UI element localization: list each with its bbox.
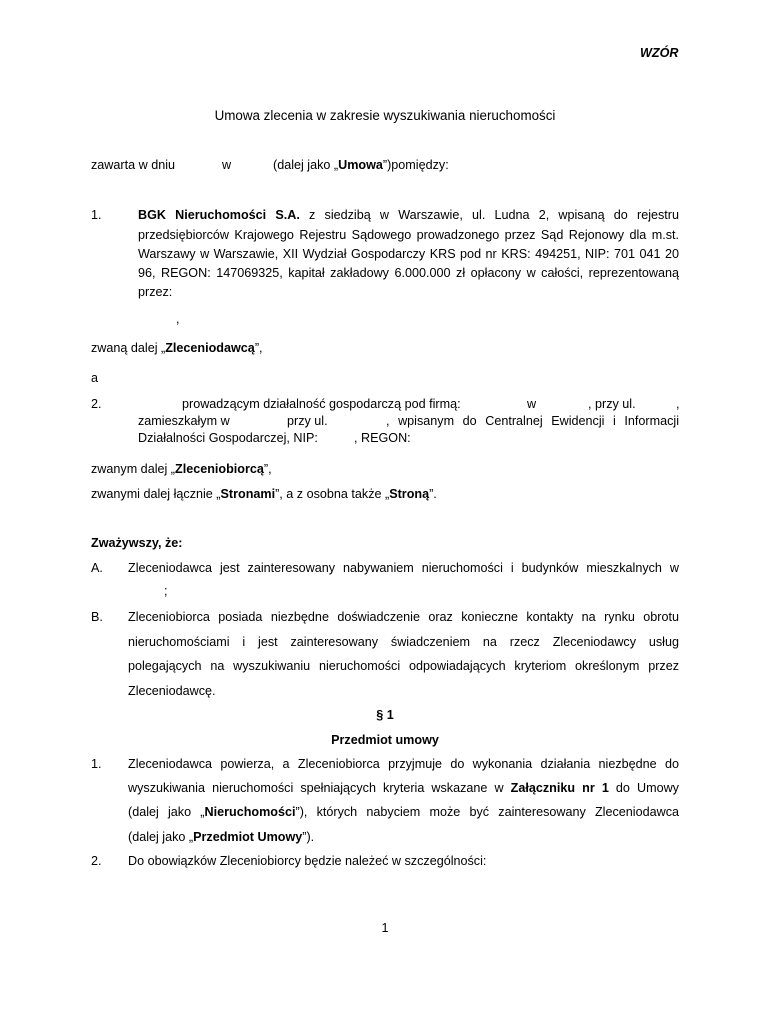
recital-b-line4: Zleceniodawcę. xyxy=(128,684,216,698)
party2-line3-b: , REGON: xyxy=(354,431,411,445)
recitals-heading: Zważywszy, że: xyxy=(91,536,183,550)
document-marker: WZÓR xyxy=(640,46,679,60)
recital-b-letter: B. xyxy=(91,610,103,624)
recital-b-line1: Zleceniobiorca posiada niezbędne doświadczenie oraz konieczne kontakty na rynku obrotu xyxy=(128,610,679,624)
party2-line2-a: zamieszkałym w xyxy=(138,414,230,428)
clause1-line2: wyszukiwania nieruchomości spełniających kryteria wskazane w Załączniku nr 1 do Umowy xyxy=(128,781,679,795)
party1-line2: przedsiębiorców Krajowego Rejestru Sądowego prowadzonego przez Sąd Rejonowy dla m.st. xyxy=(138,228,679,242)
party2-line1-c: , przy ul. xyxy=(588,397,636,411)
recital-a-letter: A. xyxy=(91,561,103,575)
party2-line1-d: , xyxy=(676,397,680,411)
intro-place-label: w xyxy=(222,158,232,172)
page-number: 1 xyxy=(381,921,389,935)
party2-line1-b: w xyxy=(527,397,537,411)
party1-line5: przez: xyxy=(138,285,173,299)
clause1-line1: Zleceniodawca powierza, a Zleceniobiorca przyjmuje do wykonania działania niezbędne do xyxy=(128,757,679,771)
clause1-line3: (dalej jako „Nieruchomości”), których nabyciem może być zainteresowany Zleceniodawca xyxy=(128,805,679,819)
conjunction-a: a xyxy=(91,371,99,385)
recital-b-line2: nieruchomościami i jest zainteresowany świadczeniem na rzecz Zleceniodawcy usług xyxy=(128,635,679,649)
party1-defined-as: zwaną dalej „Zleceniodawcą”, xyxy=(91,341,263,355)
parties-defined-as: zwanymi dalej łącznie „Stronami”, a z osobna także „Stroną”. xyxy=(91,487,437,501)
clause2-number: 2. xyxy=(91,854,102,868)
intro-date-label: zawarta w dniu xyxy=(91,158,175,172)
document-title: Umowa zlecenia w zakresie wyszukiwania nieruchomości xyxy=(214,108,556,123)
party2-line2-b: przy ul. xyxy=(287,414,328,428)
section-heading: Przedmiot umowy xyxy=(331,733,439,747)
clause2-line1: Do obowiązków Zleceniobiorcy będzie należeć w szczególności: xyxy=(128,854,487,868)
recital-b-line3: polegających na wyszukiwaniu nieruchomości odpowiadających kryteriom określonym przez xyxy=(128,659,679,673)
party2-line2-c: , wpisanym do Centralnej Ewidencji i Informacji xyxy=(386,414,679,428)
party1-number: 1. xyxy=(91,208,102,222)
clause1-number: 1. xyxy=(91,757,102,771)
recital-a-line1: Zleceniodawca jest zainteresowany nabywaniem nieruchomości i budynków mieszkalnych w xyxy=(128,561,679,575)
party2-number: 2. xyxy=(91,397,102,411)
party1-line4: 96, REGON: 147069325, kapitał zakładowy 6.000.000 zł opłacony w całości, reprezentowaną xyxy=(138,266,679,280)
intro-definition: (dalej jako „Umowa”)pomiędzy: xyxy=(273,158,449,172)
recital-a-line2: ; xyxy=(164,584,168,598)
party2-line1-a: prowadzącym działalność gospodarczą pod firmą: xyxy=(182,397,461,411)
party2-defined-as: zwanym dalej „Zleceniobiorcą”, xyxy=(91,462,272,476)
party2-line3-a: Działalności Gospodarczej, NIP: xyxy=(138,431,318,445)
clause1-line4: (dalej jako „Przedmiot Umowy”). xyxy=(128,830,315,844)
party1-representative-comma: , xyxy=(176,312,180,326)
party1-line1: BGK Nieruchomości S.A. z siedzibą w Warszawie, ul. Ludna 2, wpisaną do rejestru xyxy=(138,208,679,222)
party1-line3: Warszawy w Warszawie, XII Wydział Gospodarczy KRS pod nr KRS: 494251, NIP: 701 041 20 xyxy=(138,247,679,261)
section-number: § 1 xyxy=(376,708,394,722)
